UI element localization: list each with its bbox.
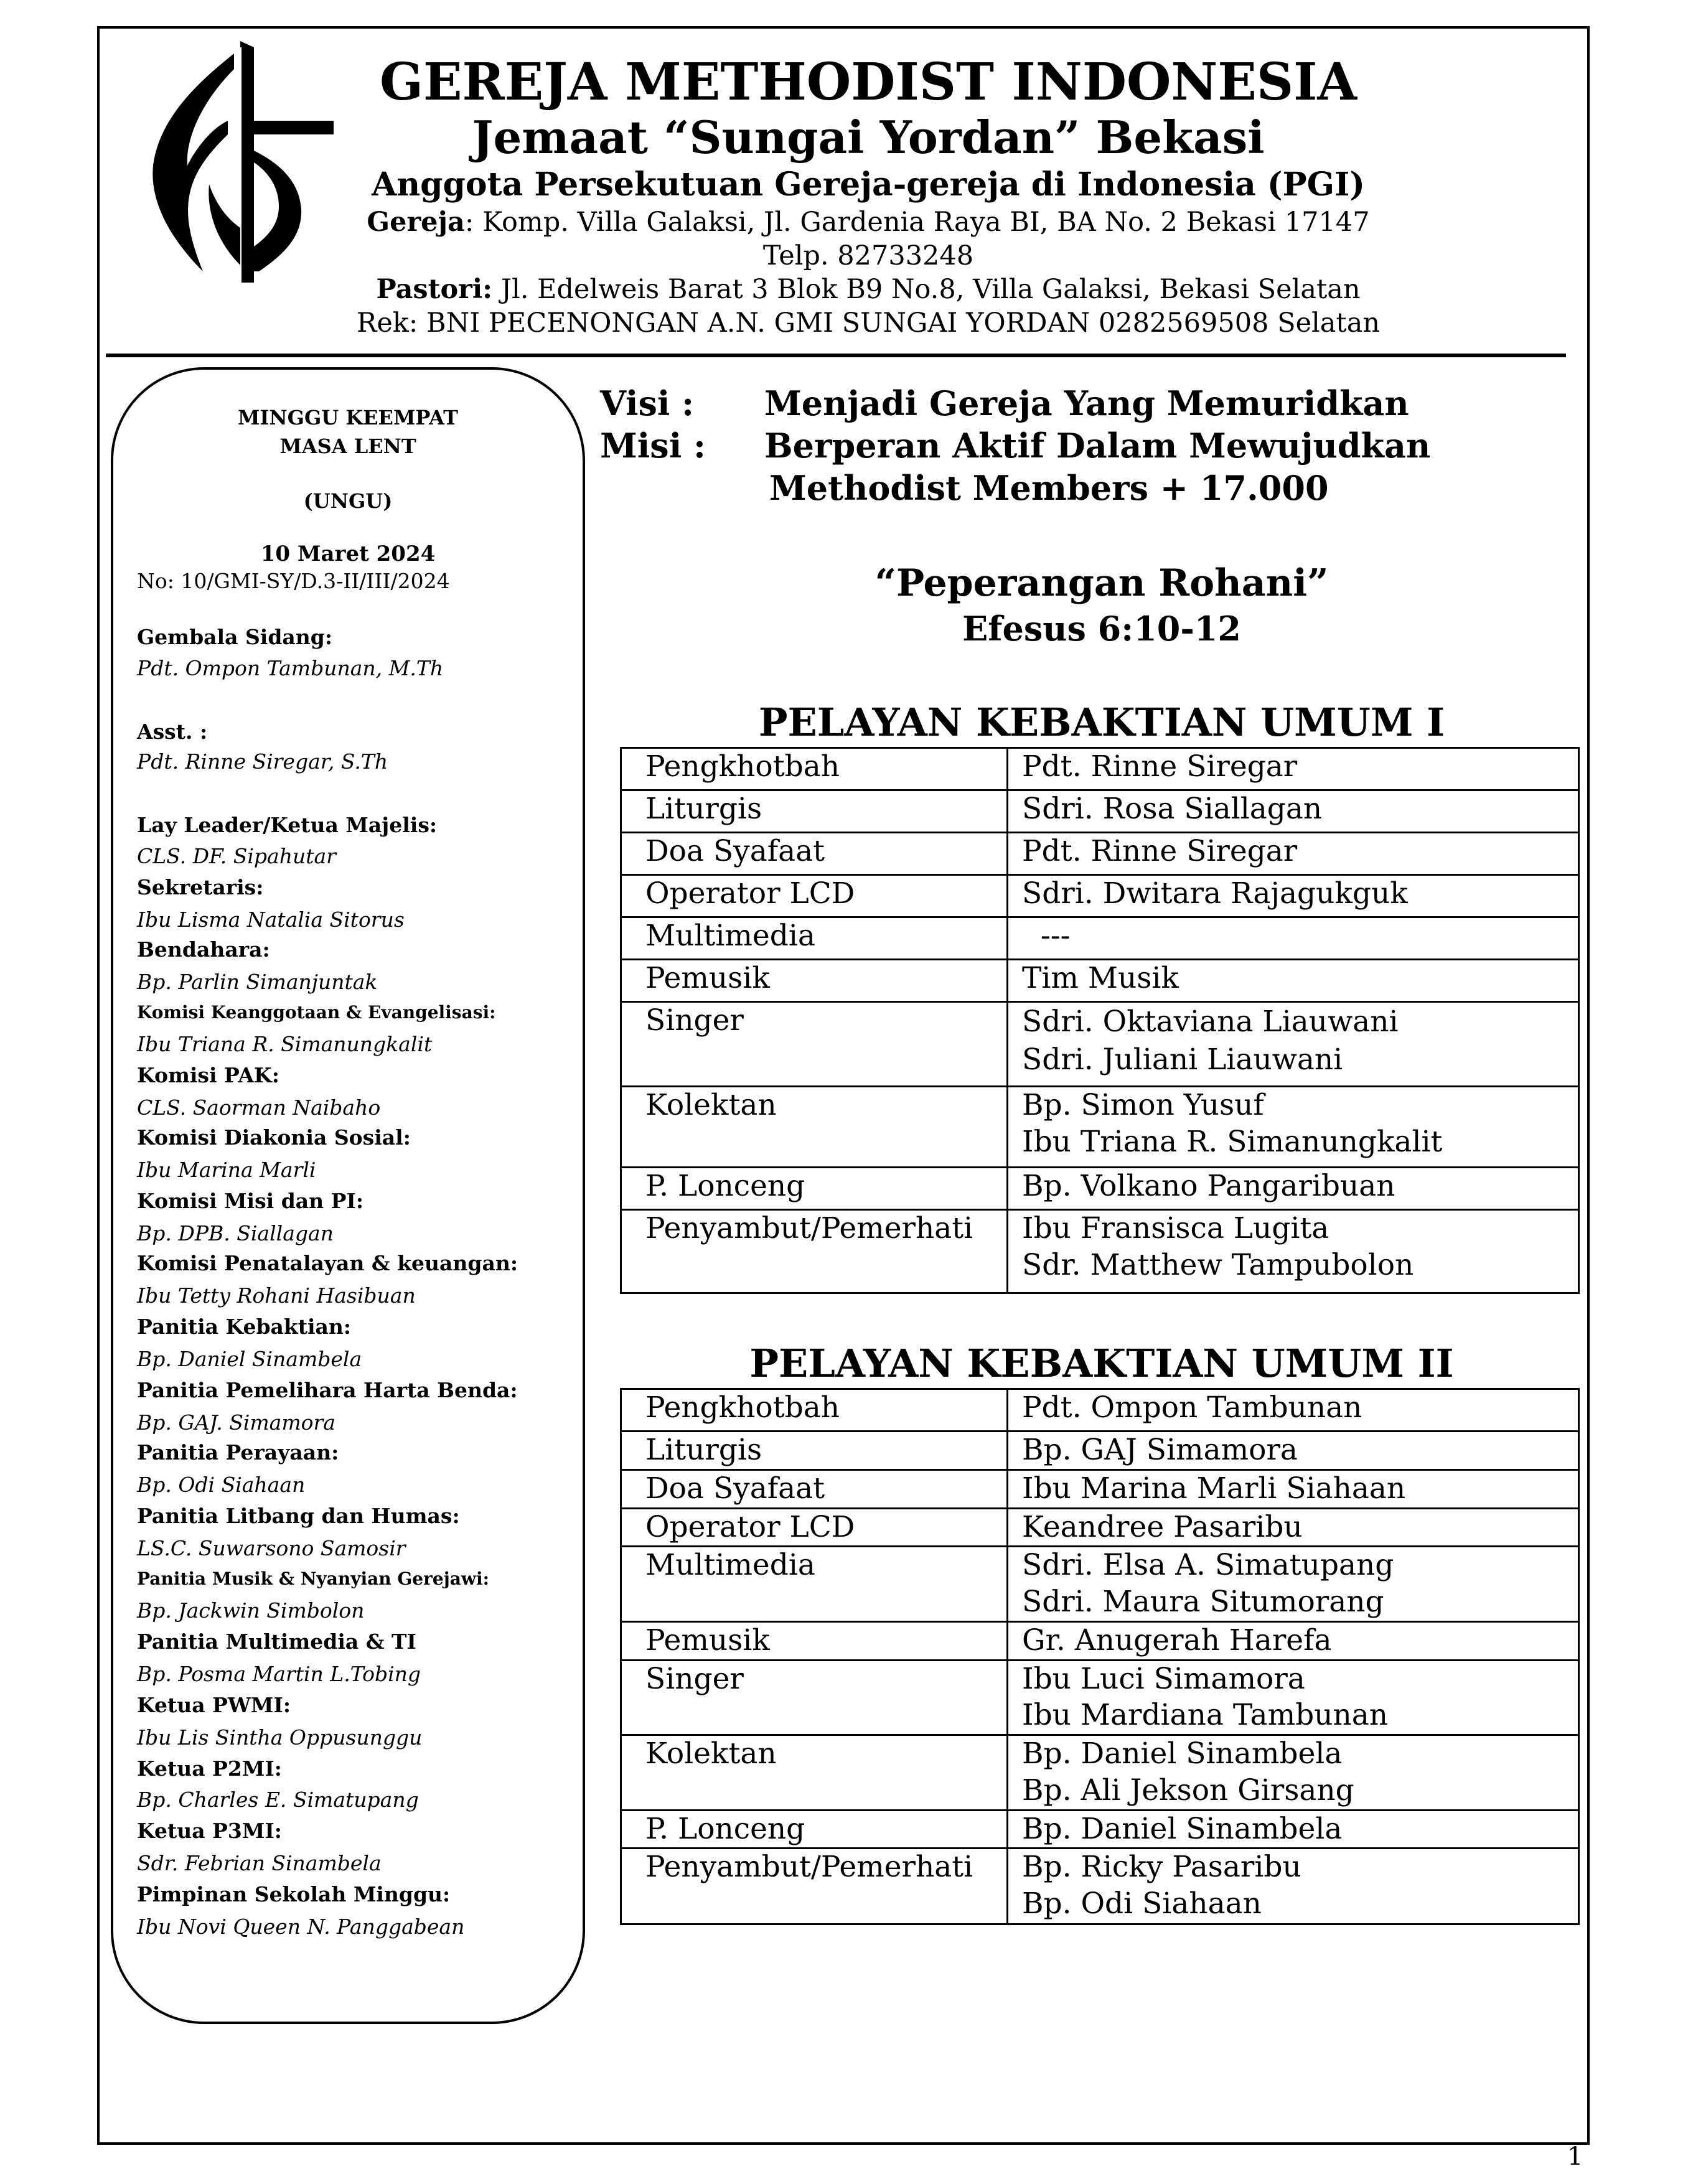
congregation-name: Jemaat “Sungai Yordan” Bekasi: [472, 111, 1265, 164]
officer-name: Bp. DPB. Siallagan: [137, 1221, 334, 1245]
officer-role: Pimpinan Sekolah Minggu:: [137, 1882, 451, 1906]
table-row: [621, 960, 1579, 1002]
role-cell: Multimedia: [621, 917, 1008, 960]
officer-role: Panitia Pemelihara Harta Benda:: [137, 1378, 518, 1402]
misi-label: Misi :: [600, 426, 706, 466]
role-cell: Operator LCD: [621, 1508, 1008, 1547]
name-cell: Bp. Volkano Pangaribuan: [1008, 1168, 1579, 1210]
name-cell: Sdri. Elsa A. Simatupang Sdri. Maura Situmorang: [1008, 1547, 1579, 1622]
role-cell: Penyambut/Pemerhati: [621, 1849, 1008, 1924]
officer-role: Komisi Penatalayan & keuangan:: [137, 1251, 518, 1275]
methodist-cross-flame-icon: [147, 41, 334, 284]
visi-label: Visi :: [600, 383, 695, 423]
church-name: GEREJA METHODIST INDONESIA: [379, 52, 1357, 112]
officer-name: Pdt. Ompon Tambunan, M.Th: [137, 656, 444, 680]
officer-name: Pdt. Rinne Siregar, S.Th: [137, 749, 388, 774]
officer-role: Asst. :: [137, 719, 208, 744]
officer-name: Ibu Lisma Natalia Sitorus: [137, 907, 405, 932]
officer-role: Ketua P3MI:: [137, 1819, 282, 1843]
table-row: [621, 1469, 1579, 1508]
table-row: [621, 917, 1579, 960]
visi-text: Menjadi Gereja Yang Memuridkan: [764, 383, 1409, 423]
role-cell: Pemusik: [621, 1621, 1008, 1660]
officer-name: LS.C. Suwarsono Samosir: [137, 1536, 406, 1560]
officer-role: Komisi Diakonia Sosial:: [137, 1125, 411, 1150]
table-row: [621, 1810, 1579, 1849]
role-cell: Pengkhotbah: [621, 1389, 1008, 1432]
role-cell: Pengkhotbah: [621, 748, 1008, 790]
church-phone: Telp. 82733248: [762, 240, 974, 271]
officer-role: Bendahara:: [137, 937, 270, 962]
table-row: [621, 748, 1579, 790]
service-2-table: [620, 1388, 1580, 1925]
table-row: [621, 1087, 1579, 1168]
officer-role: Sekretaris:: [137, 875, 264, 899]
role-cell: Singer: [621, 1660, 1008, 1735]
name-cell: Sdri. Rosa Siallagan: [1008, 790, 1579, 833]
role-cell: Liturgis: [621, 790, 1008, 833]
role-cell: Multimedia: [621, 1547, 1008, 1622]
table-row: [621, 1735, 1579, 1811]
name-cell: Pdt. Rinne Siregar: [1008, 748, 1579, 790]
week-line-2: MASA LENT: [279, 434, 416, 458]
name-cell: Bp. GAJ Simamora: [1008, 1432, 1579, 1470]
pastori-address: Pastori: Jl. Edelweis Barat 3 Blok B9 No.8, Villa Galaksi, Bekasi Selatan: [376, 274, 1361, 305]
name-cell: Gr. Anugerah Harefa: [1008, 1621, 1579, 1660]
misi-text-2: Methodist Members + 17.000: [769, 468, 1329, 508]
name-cell: ---: [1008, 917, 1579, 960]
name-cell: Bp. Daniel Sinambela Bp. Ali Jekson Girsang: [1008, 1735, 1579, 1811]
table-row: [621, 1621, 1579, 1660]
role-cell: P. Lonceng: [621, 1168, 1008, 1210]
officer-role: Komisi Misi dan PI:: [137, 1189, 364, 1213]
officer-role: Panitia Kebaktian:: [137, 1315, 352, 1339]
service-1-title: PELAYAN KEBAKTIAN UMUM I: [758, 700, 1445, 745]
table-row: [621, 1389, 1579, 1432]
role-cell: Pemusik: [621, 960, 1008, 1002]
table-row: [621, 790, 1579, 833]
name-cell: Ibu Fransisca Lugita Sdr. Matthew Tampubolon: [1008, 1210, 1579, 1293]
officer-role: Panitia Perayaan:: [137, 1440, 339, 1465]
name-cell: Ibu Marina Marli Siahaan: [1008, 1469, 1579, 1508]
header-divider: [106, 354, 1566, 357]
name-cell: Bp. Ricky Pasaribu Bp. Odi Siahaan: [1008, 1849, 1579, 1924]
membership-line: Anggota Persekutuan Gereja-gereja di Indonesia (PGI): [372, 166, 1365, 204]
name-cell: Bp. Daniel Sinambela: [1008, 1810, 1579, 1849]
name-cell: Pdt. Ompon Tambunan: [1008, 1389, 1579, 1432]
role-cell: Kolektan: [621, 1087, 1008, 1168]
table-row: [621, 1210, 1579, 1293]
officer-role: Panitia Musik & Nyanyian Gerejawi:: [137, 1568, 489, 1589]
officer-name: Bp. Odi Siahaan: [137, 1473, 306, 1497]
officer-role: Komisi Keanggotaan & Evangelisasi:: [137, 1002, 496, 1023]
officer-name: Ibu Marina Marli: [137, 1158, 316, 1182]
role-cell: Penyambut/Pemerhati: [621, 1210, 1008, 1293]
service-1-table: [620, 747, 1580, 1294]
name-cell: Tim Musik: [1008, 960, 1579, 1002]
page-number: 1: [1567, 2142, 1583, 2171]
role-cell: Kolektan: [621, 1735, 1008, 1811]
officer-name: Bp. Posma Martin L.Tobing: [137, 1662, 421, 1686]
name-cell: Sdri. Dwitara Rajagukguk: [1008, 875, 1579, 917]
officer-name: Bp. GAJ. Simamora: [137, 1410, 335, 1435]
name-cell: Pdt. Rinne Siregar: [1008, 833, 1579, 875]
officer-name: CLS. Saorman Naibaho: [137, 1095, 381, 1120]
officer-role: Panitia Multimedia & TI: [137, 1629, 416, 1654]
bulletin-number: No: 10/GMI-SY/D.3-II/III/2024: [137, 569, 450, 593]
bank-account: Rek: BNI PECENONGAN A.N. GMI SUNGAI YORDAN 0282569508 Selatan: [356, 307, 1381, 339]
role-cell: Singer: [621, 1002, 1008, 1087]
officer-name: Bp. Charles E. Simatupang: [137, 1788, 419, 1812]
role-cell: Liturgis: [621, 1432, 1008, 1470]
week-line-1: MINGGU KEEMPAT: [238, 406, 458, 429]
table-row: [621, 875, 1579, 917]
officer-name: Ibu Novi Queen N. Panggabean: [137, 1915, 465, 1939]
officer-role: Panitia Litbang dan Humas:: [137, 1504, 460, 1528]
officer-name: CLS. DF. Sipahutar: [137, 844, 336, 868]
table-row: [621, 1547, 1579, 1622]
table-row: [621, 1508, 1579, 1547]
officer-name: Sdr. Febrian Sinambela: [137, 1851, 382, 1875]
officer-name: Bp. Jackwin Simbolon: [137, 1598, 365, 1623]
name-cell: Ibu Luci Simamora Ibu Mardiana Tambunan: [1008, 1660, 1579, 1735]
misi-text-1: Berperan Aktif Dalam Mewujudkan: [764, 426, 1431, 466]
table-row: [621, 1168, 1579, 1210]
officer-name: Bp. Daniel Sinambela: [137, 1347, 362, 1371]
table-row: [621, 1849, 1579, 1924]
officer-role: Komisi PAK:: [137, 1063, 279, 1087]
role-cell: Doa Syafaat: [621, 1469, 1008, 1508]
officer-name: Ibu Lis Sintha Oppusunggu: [137, 1725, 423, 1750]
sermon-title: “Peperangan Rohani”: [874, 561, 1329, 605]
name-cell: Sdri. Oktaviana Liauwani Sdri. Juliani Liauwani: [1008, 1002, 1579, 1087]
role-cell: P. Lonceng: [621, 1810, 1008, 1849]
officer-role: Lay Leader/Ketua Majelis:: [137, 813, 438, 837]
sermon-verse: Efesus 6:10-12: [962, 609, 1241, 649]
officer-role: Gembala Sidang:: [137, 625, 333, 649]
officer-name: Ibu Tetty Rohani Hasibuan: [137, 1283, 416, 1308]
officer-name: Bp. Parlin Simanjuntak: [137, 970, 378, 994]
table-row: [621, 833, 1579, 875]
officer-role: Ketua P2MI:: [137, 1756, 282, 1781]
officer-role: Ketua PWMI:: [137, 1693, 291, 1717]
name-cell: Bp. Simon Yusuf Ibu Triana R. Simanungkalit: [1008, 1087, 1579, 1168]
table-row: [621, 1432, 1579, 1470]
table-row: [621, 1660, 1579, 1735]
church-address: Gereja: Komp. Villa Galaksi, Jl. Gardenia Raya BI, BA No. 2 Bekasi 17147: [367, 207, 1370, 238]
officer-name: Ibu Triana R. Simanungkalit: [137, 1032, 433, 1056]
name-cell: Keandree Pasaribu: [1008, 1508, 1579, 1547]
role-cell: Operator LCD: [621, 875, 1008, 917]
service-2-title: PELAYAN KEBAKTIAN UMUM II: [749, 1341, 1454, 1386]
role-cell: Doa Syafaat: [621, 833, 1008, 875]
bulletin-date: 10 Maret 2024: [260, 541, 436, 566]
liturgical-color: (UNGU): [303, 489, 393, 513]
table-row: [621, 1002, 1579, 1087]
